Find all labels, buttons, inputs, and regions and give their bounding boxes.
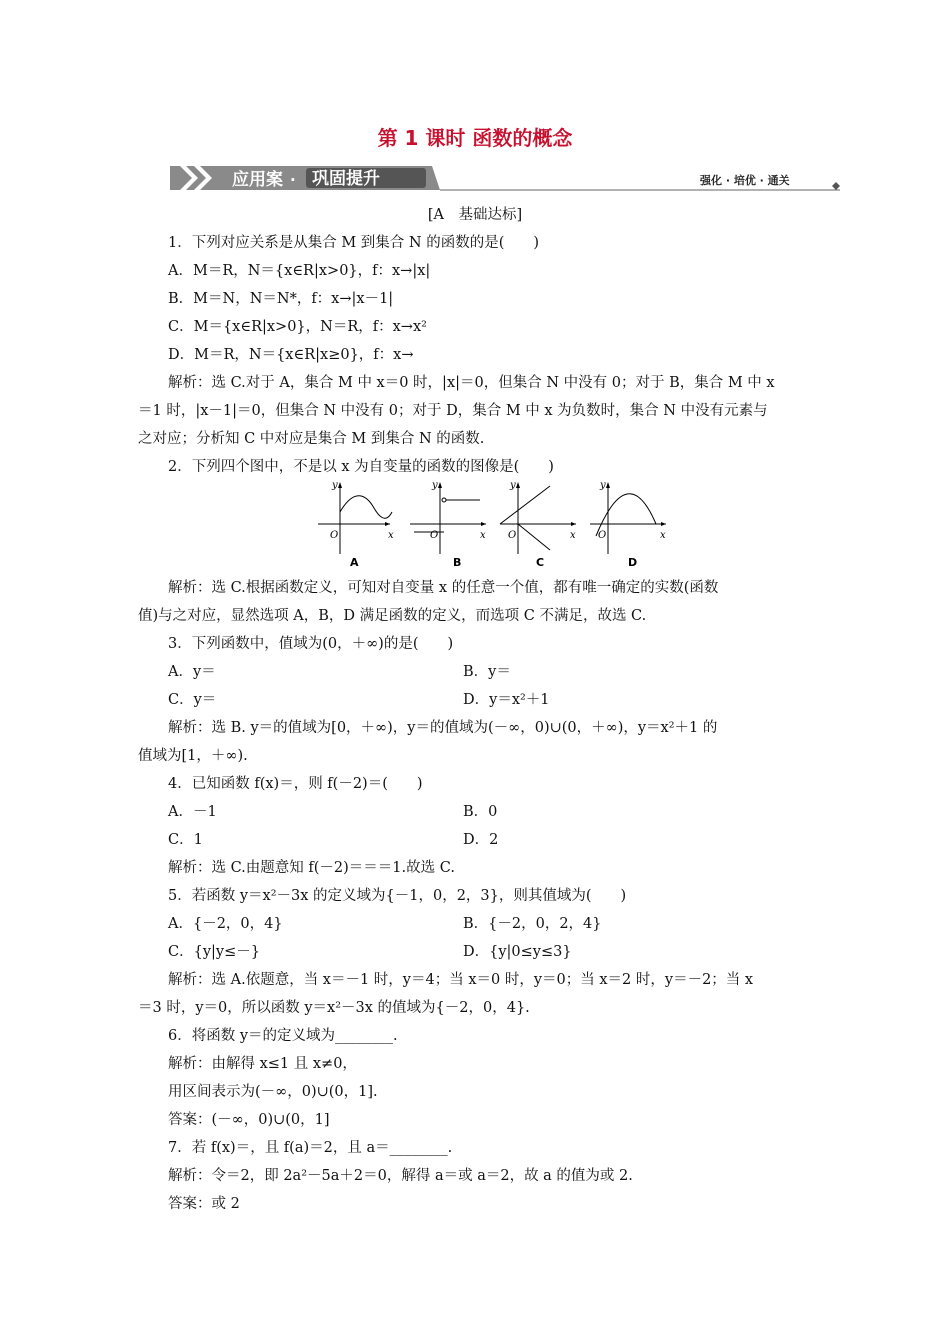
q7-analysis: 解析：令＝2，即 2a²－5a＋2＝0，解得 a＝或 a＝2，故 a 的值为或 2. [168, 1168, 633, 1184]
q1-analysis: 解析：选 C.对于 A，集合 M 中 x＝0 时，|x|＝0，但集合 N 中没有 0；对于 B，集合 M 中 x [168, 375, 775, 391]
graph-a-x: x [388, 530, 394, 541]
graph-c-origin: O [508, 530, 517, 541]
graph-d [590, 480, 666, 554]
q5-option-a: A．{－2，0，4} [168, 916, 283, 932]
q1-option-b: B．M＝N，N＝N*，f：x→|x－1| [168, 291, 394, 307]
q4-option-d: D．2 [463, 832, 499, 848]
q4-option-c: C．1 [168, 832, 203, 848]
q1-option-c: C．M＝{x∈R|x>0}，N＝R，f：x→x² [168, 319, 427, 335]
q2-function-graphs [310, 478, 680, 570]
banner-dot: · [290, 171, 296, 189]
q6-answer: 答案：(－∞，0)∪(0，1] [168, 1112, 330, 1128]
graph-label-a: A [350, 556, 359, 569]
section-banner [170, 162, 840, 194]
q3-option-b: B．y＝ [463, 664, 511, 680]
graph-label-d: D [628, 556, 638, 569]
q5-stem: 5．若函数 y＝x²－3x 的定义域为{－1，0，2，3}，则其值域为( ) [168, 888, 627, 904]
q2-stem: 2．下列四个图中，不是以 x 为自变量的函数的图像是( ) [168, 459, 554, 475]
q5-option-b: B．{－2，0，2，4} [463, 916, 602, 932]
graph-a [318, 480, 394, 554]
page-title: 第 1 课时 函数的概念 [377, 126, 573, 150]
graph-label-c: C [536, 556, 545, 569]
q1-analysis-end: 之对应；分析知 C 中对应是集合 M 到集合 N 的函数. [138, 431, 485, 447]
graph-d-x: x [660, 530, 666, 541]
graph-a-y: y [332, 480, 338, 491]
banner-tag: 强化 · 培优 · 通关 [700, 174, 790, 187]
q4-analysis: 解析：选 C.由题意知 f(－2)＝＝＝1.故选 C. [168, 860, 455, 876]
q3-stem: 3．下列函数中，值域为(0，＋∞)的是( ) [168, 636, 454, 652]
graph-label-b: B [453, 556, 462, 569]
graph-d-origin: O [598, 530, 607, 541]
q3-analysis-end: 值域为[1，＋∞). [138, 748, 248, 764]
q1-option-a: A．M＝R，N＝{x∈R|x>0}，f：x→|x| [168, 263, 431, 279]
q3-option-d: D．y＝x²＋1 [463, 692, 550, 708]
q2-analysis-end: 值)与之对应，显然选项 A，B，D 满足函数的定义，而选项 C 不满足，故选 C. [138, 608, 647, 624]
graph-c [500, 480, 576, 554]
q1-stem: 1．下列对应关系是从集合 M 到集合 N 的函数的是( ) [168, 235, 540, 251]
graph-a-origin: O [330, 530, 339, 541]
graph-b [410, 480, 486, 554]
q6-analysis-cont: 用区间表示为(－∞，0)∪(0，1]. [168, 1084, 378, 1100]
q3-option-a: A．y＝ [168, 664, 216, 680]
q3-analysis: 解析：选 B. y＝的值域为[0，＋∞)，y＝的值域为(－∞，0)∪(0，＋∞)，y＝x²＋1 的 [168, 720, 718, 736]
q5-option-c: C．{y|y≤－} [168, 944, 260, 960]
graph-c-x: x [570, 530, 576, 541]
q5-analysis-end: ＝3 时，y＝0，所以函数 y＝x²－3x 的值域为{－2，0，4}. [138, 1000, 530, 1016]
q4-option-b: B．0 [463, 804, 498, 820]
section-heading: [A 基础达标] [427, 207, 523, 223]
graph-c-y: y [510, 480, 516, 491]
banner-right-text: 巩固提升 [312, 169, 380, 189]
q4-option-a: A．－1 [168, 804, 217, 820]
q5-analysis: 解析：选 A.依题意，当 x＝－1 时，y＝4；当 x＝0 时，y＝0；当 x＝2 时，y＝－2；当 x [168, 972, 754, 988]
banner-left-text: 应用案 [232, 170, 283, 190]
q5-option-d: D．{y|0≤y≤3} [463, 944, 572, 960]
q6-stem: 6．将函数 y＝的定义域为________. [168, 1028, 398, 1044]
q7-stem: 7．若 f(x)＝，且 f(a)＝2，且 a＝________. [168, 1140, 453, 1156]
graph-d-y: y [600, 480, 606, 491]
q4-stem: 4．已知函数 f(x)＝，则 f(－2)＝( ) [168, 776, 423, 792]
graph-b-origin: O [430, 530, 439, 541]
graph-b-y: y [432, 480, 438, 491]
q3-option-c: C．y＝ [168, 692, 217, 708]
q6-analysis: 解析：由解得 x≤1 且 x≠0， [168, 1056, 357, 1072]
q2-analysis: 解析：选 C.根据函数定义，可知对自变量 x 的任意一个值，都有唯一确定的实数(函数 [168, 580, 719, 596]
q1-analysis-cont: ＝1 时，|x－1|＝0，但集合 N 中没有 0；对于 D，集合 M 中 x 为负数时，集合 N 中没有元素与 [138, 403, 768, 419]
q7-answer: 答案：或 2 [168, 1196, 240, 1212]
graph-b-x: x [480, 530, 486, 541]
q1-option-d: D．M＝R，N＝{x∈R|x≥0}，f：x→ [168, 347, 414, 363]
